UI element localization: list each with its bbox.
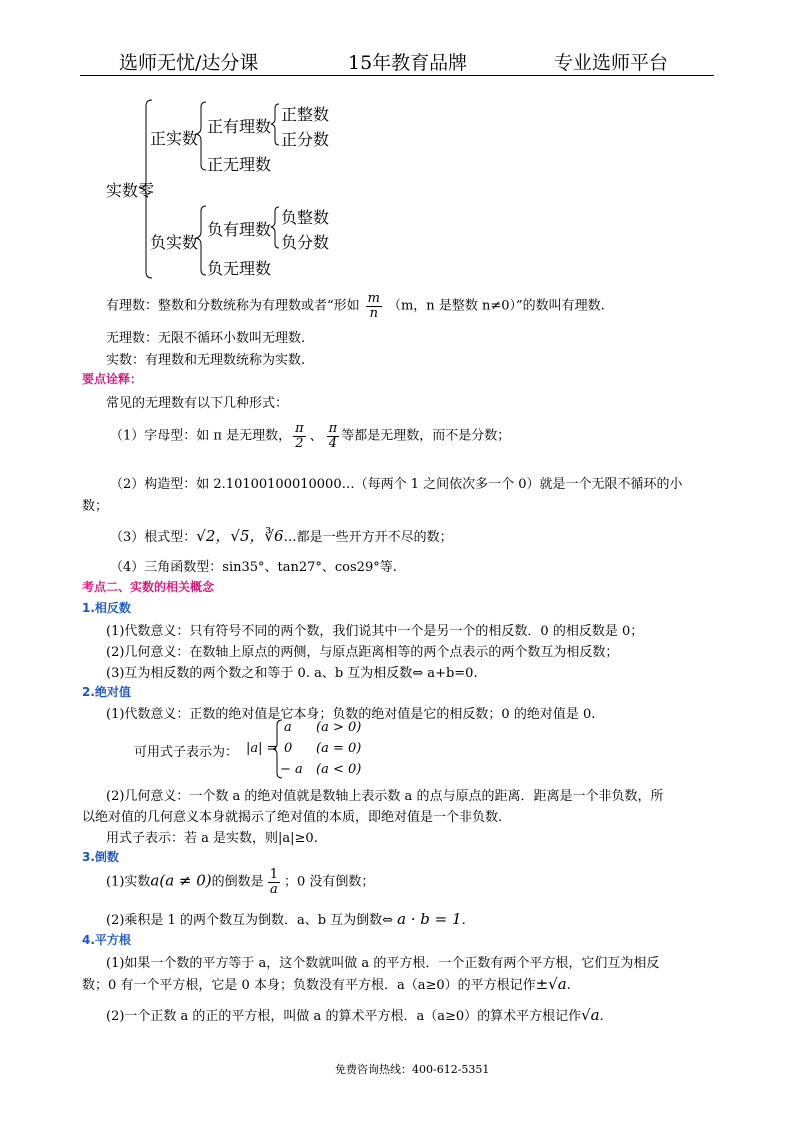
s4-line1b-text: 数；0 有一个平方根，它是 0 本身；负数没有平方根．a（a≥0）的平方根记作 <box>82 978 536 993</box>
def-rational <box>106 292 605 320</box>
s4-title: 4.平方根 <box>82 933 131 947</box>
s3-ab-equals-1: a · b = 1 <box>397 910 462 928</box>
s2-line2a: (2)几何意义：一个数 a 的绝对值就是数轴上表示数 a 的点与原点的距离．距离是一个非负数，所 <box>106 789 664 804</box>
s4-line2 <box>106 1005 604 1024</box>
item1-tail: 等都是无理数，而不是分数； <box>341 428 511 444</box>
s2-case3-cond: (a < 0) <box>316 762 362 777</box>
item3-text: （3）根式型： <box>110 530 197 545</box>
notes-item1: （1）字母型：如 π 是无理数， $\frac{\pi}{2}$ 、 $\frac{\pi}{4}$ 等都是无理数，而不是分数； <box>110 421 511 451</box>
s2-formula-label: 可用式子表示为： <box>134 745 239 760</box>
notes-title: 要点诠释： <box>82 372 143 386</box>
tree-positive-fraction: 正分数 <box>281 130 330 149</box>
fraction-m: m <box>367 291 380 306</box>
m-over-n-fraction <box>366 292 382 320</box>
s1-title: 1.相反数 <box>82 601 131 615</box>
den-4: 4 <box>328 435 338 451</box>
pi-num-2: π <box>328 421 338 436</box>
s1-line2: (2)几何意义：在数轴上原点的两侧，与原点距离相等的两个点表示的两个数互为相反数； <box>106 645 619 660</box>
s2-line2b: 以绝对值的几何意义本身就揭示了绝对值的本质，即绝对值是一个非负数. <box>82 810 503 825</box>
pi-over-4 <box>327 422 340 450</box>
section2-title: 考点二、实数的相关概念 <box>82 580 215 594</box>
s3-line2-tail: . <box>461 913 466 928</box>
s3-title: 3.倒数 <box>82 850 119 864</box>
s3-line1-tail: ；0 没有倒数； <box>283 874 375 890</box>
tree-positive-rational: 正有理数 <box>207 117 272 136</box>
s3-line1-text: (1)实数 <box>106 874 151 890</box>
s2-abs-a: |a| = <box>246 741 278 756</box>
tree-negative-real: 负实数 <box>150 233 199 252</box>
notes-item2b: 数； <box>82 499 109 514</box>
s2-line3: 用式子表示：若 a 是实数，则|a|≥0. <box>106 831 318 846</box>
notes-item3 <box>110 525 453 546</box>
s2-title: 2.绝对值 <box>82 685 131 699</box>
s2-case1-value: a <box>284 720 292 735</box>
header-left: 选师无忧/达分课 <box>119 52 259 74</box>
s2-case2-value: 0 <box>284 741 293 756</box>
tree-positive-integer: 正整数 <box>281 105 330 124</box>
one-over-a <box>268 868 280 896</box>
s3-line2 <box>106 909 466 928</box>
tree-negative-fraction: 负分数 <box>281 233 330 252</box>
s2-case1-cond: (a > 0) <box>316 720 362 735</box>
s3-line2-text: (2)乘积是 1 的两个数互为倒数．a、b 互为倒数⇔ <box>106 913 394 928</box>
header-right: 专业选师平台 <box>554 52 669 74</box>
tree-root-label: 实数 <box>106 181 139 200</box>
header-center: 15年教育品牌 <box>348 52 468 74</box>
def-rational-tail: （m，n 是整数 n≠0）”的数叫有理数. <box>387 298 605 314</box>
s1-line3: (3)互为相反数的两个数之和等于 0. a、b 互为相反数⇔ a+b=0. <box>106 666 478 681</box>
pi-num-1: π <box>295 421 304 436</box>
tree-negative-integer: 负整数 <box>281 208 330 227</box>
def-rational-text: 有理数：整数和分数统称为有理数或者“形如 <box>106 298 360 314</box>
tree-positive-real: 正实数 <box>150 129 199 148</box>
frac-a: a <box>269 881 278 897</box>
s4-line2-text: (2)一个正数 a 的正的平方根，叫做 a 的算术平方根．a（a≥0）的算术平方根记作 <box>106 1009 582 1024</box>
s4-line1a: (1)如果一个数的平方等于 a，这个数就叫做 a 的平方根．一个正数有两个平方根，它们互为相反 <box>106 956 660 971</box>
item3-tail: …都是一些开方开不尽的数； <box>283 530 453 545</box>
tree-positive-irrational: 正无理数 <box>207 155 272 174</box>
s2-line1: (1)代数意义：正数的绝对值是它本身；负数的绝对值是它的相反数；0 的绝对值是 0. <box>106 707 596 722</box>
item1-text: （1）字母型：如 π 是无理数， <box>110 428 292 444</box>
s3-line1-mid: 的倒数是 <box>211 874 264 890</box>
s3-a-neq-0: a(a ≠ 0) <box>150 871 212 890</box>
plus-minus-sqrt-a: ±√a <box>535 975 567 993</box>
def-real: 实数：有理数和无理数统称为实数. <box>106 353 306 368</box>
tree-negative-rational: 负有理数 <box>207 220 272 239</box>
classification-braces <box>0 0 794 290</box>
footer-hotline: 免费咨询热线：400-612-5351 <box>335 1063 490 1076</box>
notes-item4: （4）三角函数型：sin35°、tan27°、cos29°等. <box>110 560 397 575</box>
s1-line1: (1)代数意义：只有符号不同的两个数，我们说其中一个是另一个的相反数．0 的相反数是 0； <box>106 624 644 639</box>
s4-line1b-tail: . <box>566 978 571 993</box>
pi-over-2 <box>293 422 306 450</box>
tree-root <box>106 178 154 201</box>
tree-zero-label: 零 <box>138 181 155 200</box>
s4-line1b <box>82 974 571 993</box>
s4-line2-tail: . <box>599 1009 604 1024</box>
frac-one: 1 <box>269 867 278 882</box>
notes-item2a: （2）构造型：如 2.10100100010000…（每两个 1 之间依次多一个 0）就是一个无限不循环的小 <box>110 477 683 492</box>
den-2: 2 <box>295 435 304 451</box>
tree-negative-irrational: 负无理数 <box>207 259 272 278</box>
def-irrational: 无理数：无限不循环小数叫无理数. <box>106 331 306 346</box>
sqrt-a: √a <box>581 1006 600 1024</box>
s2-case2-cond: (a = 0) <box>316 741 362 756</box>
fraction-n: n <box>369 305 378 321</box>
s2-case3-value: − a <box>280 762 303 777</box>
notes-intro: 常见的无理数有以下几种形式： <box>106 396 289 411</box>
s3-line1 <box>106 868 374 896</box>
item3-radicals: √2，√5，∛6 <box>196 527 284 545</box>
